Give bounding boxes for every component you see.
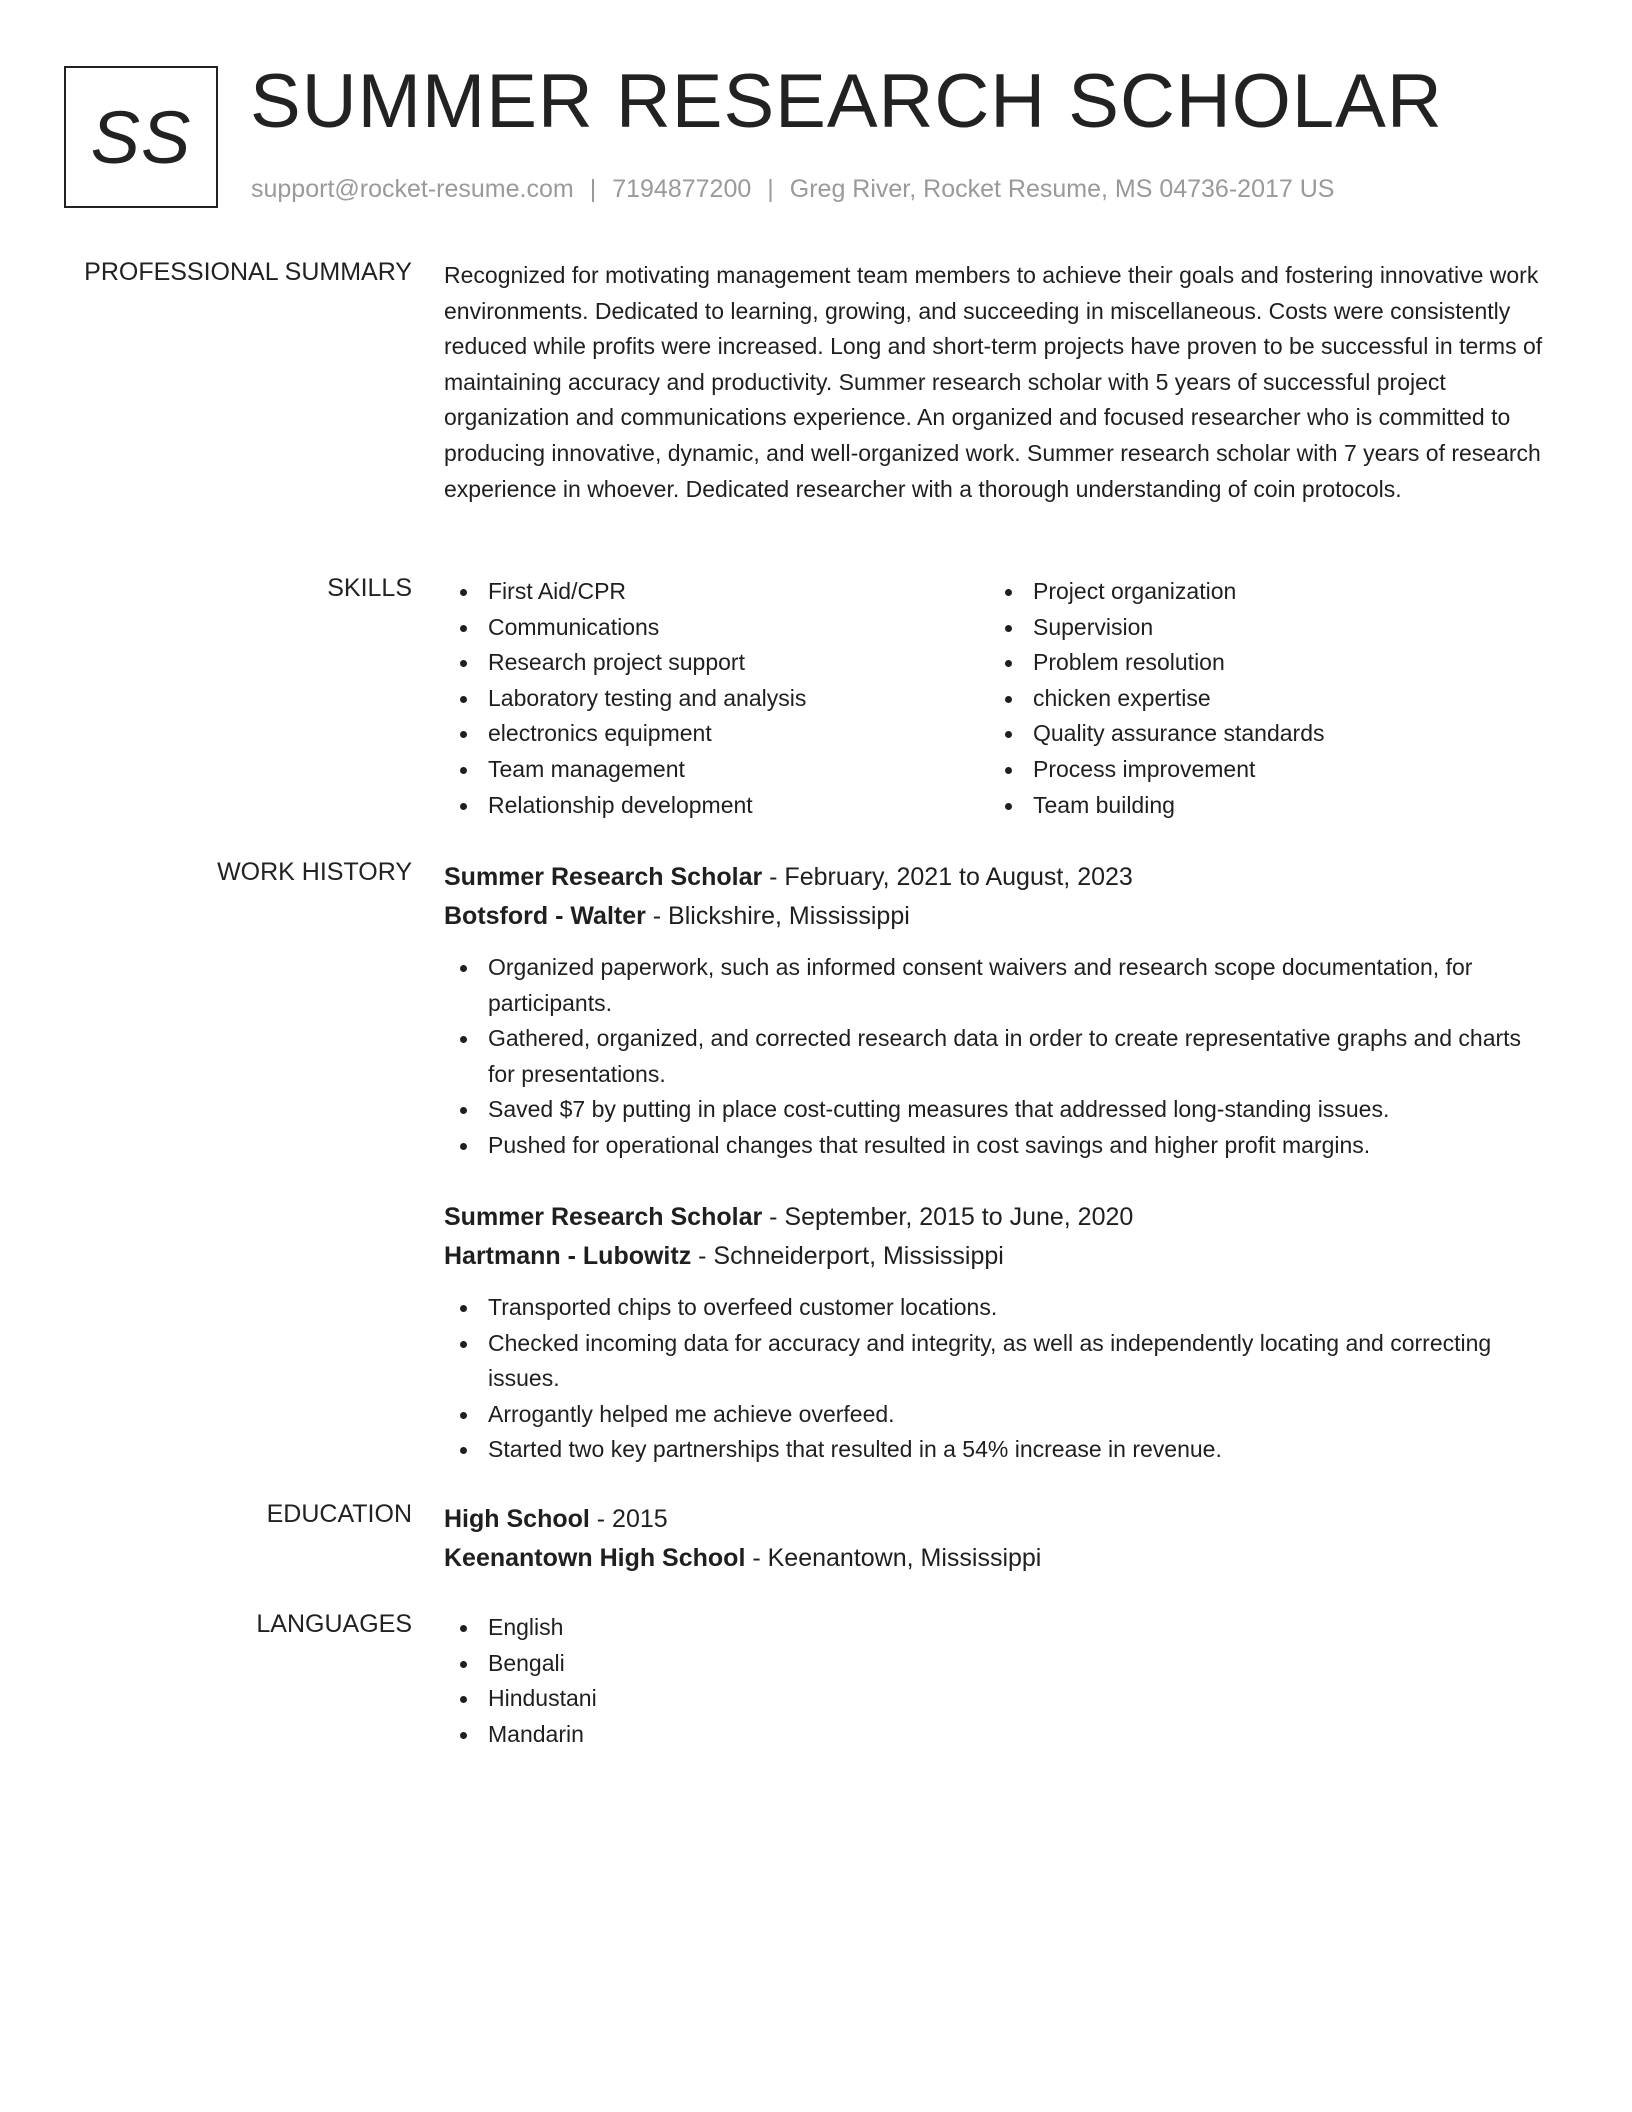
education-location: - Keenantown, Mississippi [745,1544,1042,1572]
languages-body [444,1610,1544,1752]
contact-phone: 7194877200 [612,175,752,203]
job-bullet: Arrogantly helped me achieve overfeed. [444,1397,1544,1433]
monogram-initials: SS [90,95,192,179]
language-item: Bengali [444,1646,1544,1682]
skill-item: chicken expertise [989,681,1534,717]
contact-separator: | [589,175,597,203]
skill-item: Supervision [989,610,1534,646]
skill-item: Quality assurance standards [989,716,1534,752]
job-title: Summer Research Scholar [444,863,763,891]
work-body [444,858,1544,1463]
job-bullet: Saved $7 by putting in place cost-cutting measures that addressed long-standing issues. [444,1092,1544,1128]
job-bullet: Gathered, organized, and corrected research data in order to create representative graphs and charts for presentations. [444,1021,1544,1092]
skill-item: Communications [444,610,989,646]
education-year: - 2015 [589,1505,668,1533]
contact-separator: | [767,175,774,203]
skill-item: Research project support [444,645,989,681]
job-bullet: Checked incoming data for accuracy and integrity, as well as independently locating and correcting issues. [444,1326,1544,1397]
education-school-line [444,1539,1544,1578]
section-label-languages: LANGUAGES [256,1610,412,1638]
job-title-line [444,858,1544,897]
job-company-line [444,897,1544,936]
job-bullet-list [444,1290,1544,1468]
monogram-box [64,66,218,208]
contact-email: support@rocket-resume.com [251,175,574,203]
skills-body [444,574,1544,823]
skill-item: Laboratory testing and analysis [444,681,989,717]
section-label-summary: PROFESSIONAL SUMMARY [84,258,412,286]
education-school: Keenantown High School [444,1544,746,1572]
job-bullet: Organized paperwork, such as informed consent waivers and research scope documentation, for participants. [444,950,1544,1021]
job-dates: - September, 2015 to June, 2020 [762,1203,1134,1231]
section-label-education: EDUCATION [266,1500,412,1528]
language-item: Mandarin [444,1717,1544,1753]
job-location: - Blickshire, Mississippi [645,902,910,930]
section-label-skills: SKILLS [327,574,412,602]
contact-address: Greg River, Rocket Resume, MS 04736-2017 US [789,175,1335,203]
contact-line [251,175,1334,204]
job-bullet: Pushed for operational changes that resulted in cost savings and higher profit margins. [444,1128,1544,1164]
job-bullet: Started two key partnerships that resulted in a 54% increase in revenue. [444,1432,1544,1468]
section-label-work: WORK HISTORY [217,858,412,886]
job-entry [444,1198,1544,1468]
skill-item: Team management [444,752,989,788]
skill-item: Project organization [989,574,1534,610]
skill-item: Problem resolution [989,645,1534,681]
skills-list-left [444,574,989,823]
job-company-line [444,1237,1544,1276]
skill-item: electronics equipment [444,716,989,752]
skill-item: Relationship development [444,788,989,824]
education-body [444,1500,1544,1578]
job-company: Hartmann - Lubowitz [444,1242,692,1270]
summary-text: Recognized for motivating management team members to achieve their goals and fostering innovative work environments. Dedicated to learning, growing, and succeeding in miscellaneous. Costs were consistently reduced while profits were increased. Long and short-term projects have proven to be successful in terms of maintaining accuracy and productivity. Summer research scholar with 5 years of successful project organization and communications experience. An organized and focused researcher who is committed to producing innovative, dynamic, and well-organized work. Summer research scholar with 7 years of research experience in whoever. Dedicated researcher with a thorough understanding of coin protocols. [444,262,1543,502]
resume-title: SUMMER RESEARCH SCHOLAR [250,59,1443,144]
job-location: - Schneiderport, Mississippi [691,1242,1004,1270]
job-bullet: Transported chips to overfeed customer locations. [444,1290,1544,1326]
skill-item: Team building [989,788,1534,824]
job-company: Botsford - Walter [444,902,646,930]
skill-item: Process improvement [989,752,1534,788]
language-item: English [444,1610,1544,1646]
education-degree: High School [444,1505,590,1533]
job-dates: - February, 2021 to August, 2023 [762,863,1133,891]
languages-list [444,1610,1544,1752]
education-degree-line [444,1500,1544,1539]
job-entry [444,858,1544,1164]
job-bullet-list [444,950,1544,1164]
skills-list-right [989,574,1534,823]
summary-body [444,258,1544,507]
language-item: Hindustani [444,1681,1544,1717]
job-title: Summer Research Scholar [444,1203,763,1231]
skill-item: First Aid/CPR [444,574,989,610]
job-title-line [444,1198,1544,1237]
